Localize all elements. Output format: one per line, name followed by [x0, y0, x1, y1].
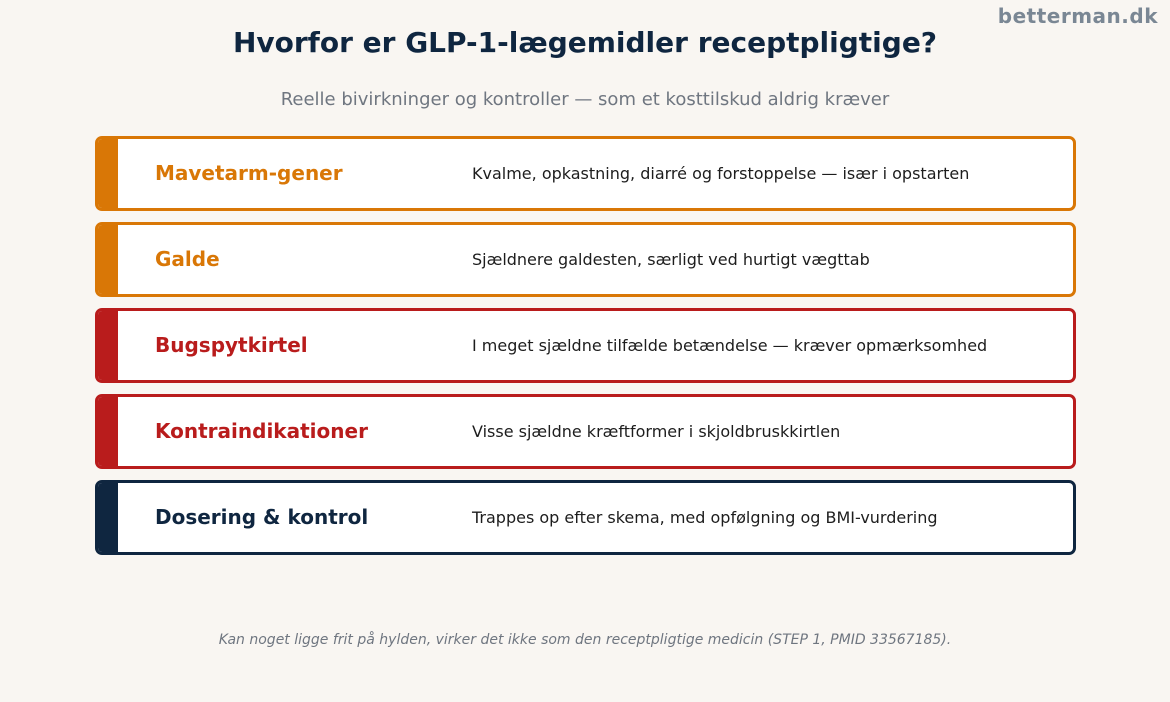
risk-label: Dosering & kontrol [155, 505, 369, 529]
accent-bar [98, 225, 118, 294]
risk-description: Visse sjældne kræftformer i skjoldbruskkirtlen [472, 422, 841, 441]
accent-bar [98, 139, 118, 208]
risk-description: Sjældnere galdesten, særligt ved hurtigt vægttab [472, 250, 870, 269]
risk-row-galde [95, 222, 1076, 297]
brand-watermark: betterman.dk [997, 4, 1158, 28]
page-subtitle: Reelle bivirkninger og kontroller — som et kosttilskud aldrig kræver [280, 89, 890, 110]
risk-row-mavetarm [95, 136, 1076, 211]
risk-label: Mavetarm-gener [155, 161, 343, 185]
risk-row-dosering [95, 480, 1076, 555]
footnote: Kan noget ligge frit på hylden, virker det ikke som den receptpligtige medicin (STEP 1, PMID 33567185). [218, 632, 952, 648]
accent-bar [98, 483, 118, 552]
risk-description: Trappes op efter skema, med opfølgning og BMI-vurdering [472, 508, 938, 527]
accent-bar [98, 311, 118, 380]
risk-row-kontraindikationer [95, 394, 1076, 469]
accent-bar [98, 397, 118, 466]
page-title: Hvorfor er GLP-1-lægemidler receptpligtige? [232, 26, 938, 59]
risk-label: Kontraindikationer [155, 419, 368, 443]
risk-description: Kvalme, opkastning, diarré og forstoppelse — især i opstarten [472, 164, 970, 183]
risk-label: Bugspytkirtel [155, 333, 308, 357]
risk-label: Galde [155, 247, 220, 271]
risk-description: I meget sjældne tilfælde betændelse — kræver opmærksomhed [472, 336, 988, 355]
risk-row-bugspytkirtel [95, 308, 1076, 383]
risk-list [95, 136, 1076, 566]
